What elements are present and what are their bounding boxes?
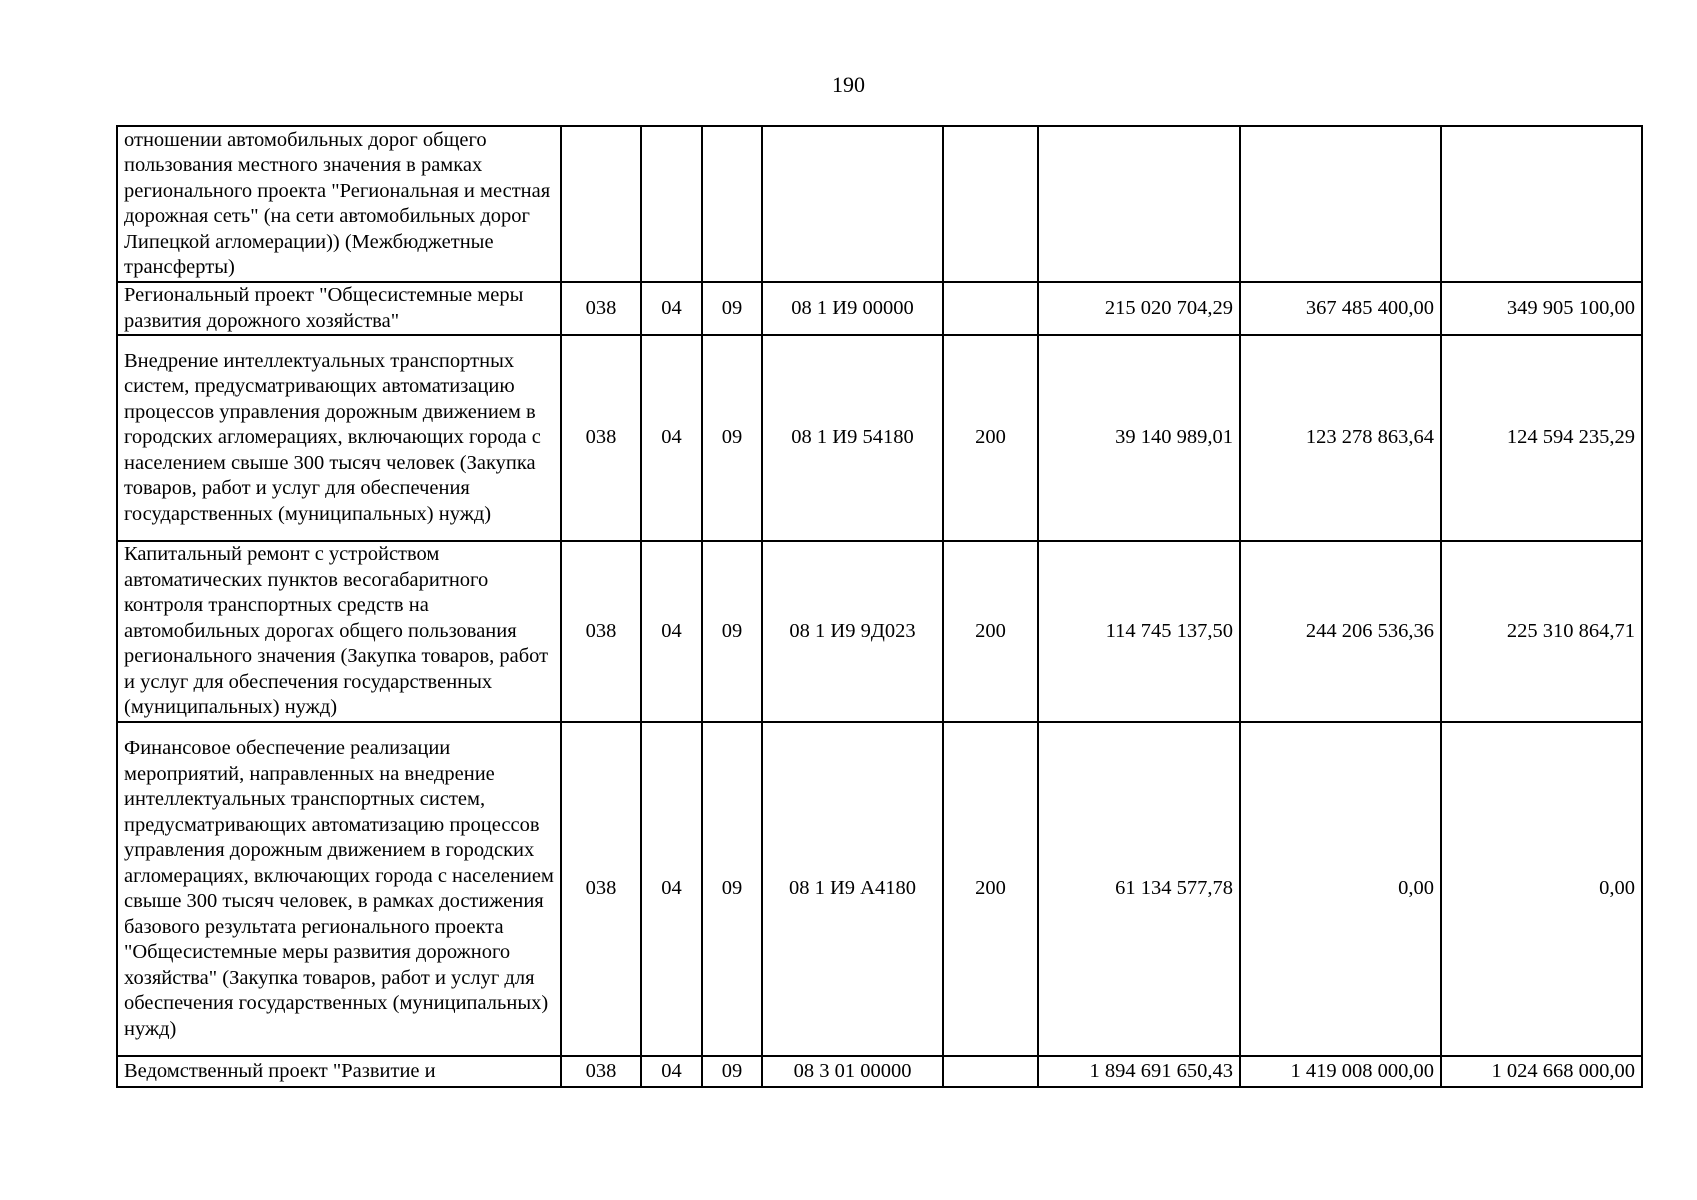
expense-type-code [943, 126, 1038, 282]
amount-year-3: 225 310 864,71 [1441, 541, 1642, 722]
subsection-code: 09 [702, 541, 762, 722]
amount-year-2: 367 485 400,00 [1240, 282, 1441, 335]
amount-year-3: 0,00 [1441, 722, 1642, 1056]
row-description: Капитальный ремонт с устройством автоматических пунктов весогабаритного контроля транспортных средств на автомобильных дорогах общего пользования регионального значения (Закупка товаров, работ и услуг для обеспечения государственных (муниципальных) нужд) [117, 541, 561, 722]
amount-year-3: 1 024 668 000,00 [1441, 1056, 1642, 1087]
row-description: Финансовое обеспечение реализации мероприятий, направленных на внедрение интеллектуальных транспортных систем, предусматривающих автоматизацию процессов управления дорожным движением в городских агломерациях, включающих города с населением свыше 300 тысяч человек, в рамках достижения базового результата регионального проекта "Общесистемные меры развития дорожного хозяйства" (Закупка товаров, работ и услуг для обеспечения государственных (муниципальных) нужд) [117, 722, 561, 1056]
amount-year-1: 61 134 577,78 [1038, 722, 1240, 1056]
table-row [117, 541, 1642, 722]
section-code: 04 [641, 335, 702, 541]
amount-year-1: 39 140 989,01 [1038, 335, 1240, 541]
section-code [641, 126, 702, 282]
grbs-code: 038 [561, 722, 641, 1056]
table-row [117, 126, 1642, 282]
amount-year-3 [1441, 126, 1642, 282]
amount-year-2 [1240, 126, 1441, 282]
budget-table [116, 125, 1643, 1088]
row-description: Региональный проект "Общесистемные меры развития дорожного хозяйства" [117, 282, 561, 335]
row-description: Ведомственный проект "Развитие и [117, 1056, 561, 1087]
expense-type-code: 200 [943, 335, 1038, 541]
table-row [117, 282, 1642, 335]
section-code: 04 [641, 541, 702, 722]
expense-type-code [943, 1056, 1038, 1087]
amount-year-1: 215 020 704,29 [1038, 282, 1240, 335]
amount-year-2: 244 206 536,36 [1240, 541, 1441, 722]
amount-year-2: 123 278 863,64 [1240, 335, 1441, 541]
expense-type-code [943, 282, 1038, 335]
section-code: 04 [641, 282, 702, 335]
subsection-code: 09 [702, 722, 762, 1056]
amount-year-2: 0,00 [1240, 722, 1441, 1056]
section-code: 04 [641, 1056, 702, 1087]
target-article-code: 08 3 01 00000 [762, 1056, 943, 1087]
row-description: Внедрение интеллектуальных транспортных систем, предусматривающих автоматизацию процессов управления дорожным движением в городских агломерациях, включающих города с населением свыше 300 тысяч человек (Закупка товаров, работ и услуг для обеспечения государственных (муниципальных) нужд) [117, 335, 561, 541]
target-article-code: 08 1 И9 А4180 [762, 722, 943, 1056]
table-row [117, 1056, 1642, 1087]
target-article-code [762, 126, 943, 282]
amount-year-2: 1 419 008 000,00 [1240, 1056, 1441, 1087]
amount-year-3: 124 594 235,29 [1441, 335, 1642, 541]
expense-type-code: 200 [943, 541, 1038, 722]
amount-year-1: 1 894 691 650,43 [1038, 1056, 1240, 1087]
grbs-code: 038 [561, 1056, 641, 1087]
subsection-code: 09 [702, 335, 762, 541]
expense-type-code: 200 [943, 722, 1038, 1056]
grbs-code: 038 [561, 335, 641, 541]
amount-year-3: 349 905 100,00 [1441, 282, 1642, 335]
grbs-code: 038 [561, 282, 641, 335]
subsection-code: 09 [702, 1056, 762, 1087]
amount-year-1: 114 745 137,50 [1038, 541, 1240, 722]
subsection-code [702, 126, 762, 282]
section-code: 04 [641, 722, 702, 1056]
page-number: 190 [832, 72, 865, 97]
row-description: отношении автомобильных дорог общего пользования местного значения в рамках регионального проекта "Региональная и местная дорожная сеть" (на сети автомобильных дорог Липецкой агломерации)) (Межбюджетные трансферты) [117, 126, 561, 282]
target-article-code: 08 1 И9 54180 [762, 335, 943, 541]
amount-year-1 [1038, 126, 1240, 282]
subsection-code: 09 [702, 282, 762, 335]
table-row [117, 335, 1642, 541]
grbs-code [561, 126, 641, 282]
target-article-code: 08 1 И9 9Д023 [762, 541, 943, 722]
grbs-code: 038 [561, 541, 641, 722]
table-row [117, 722, 1642, 1056]
target-article-code: 08 1 И9 00000 [762, 282, 943, 335]
